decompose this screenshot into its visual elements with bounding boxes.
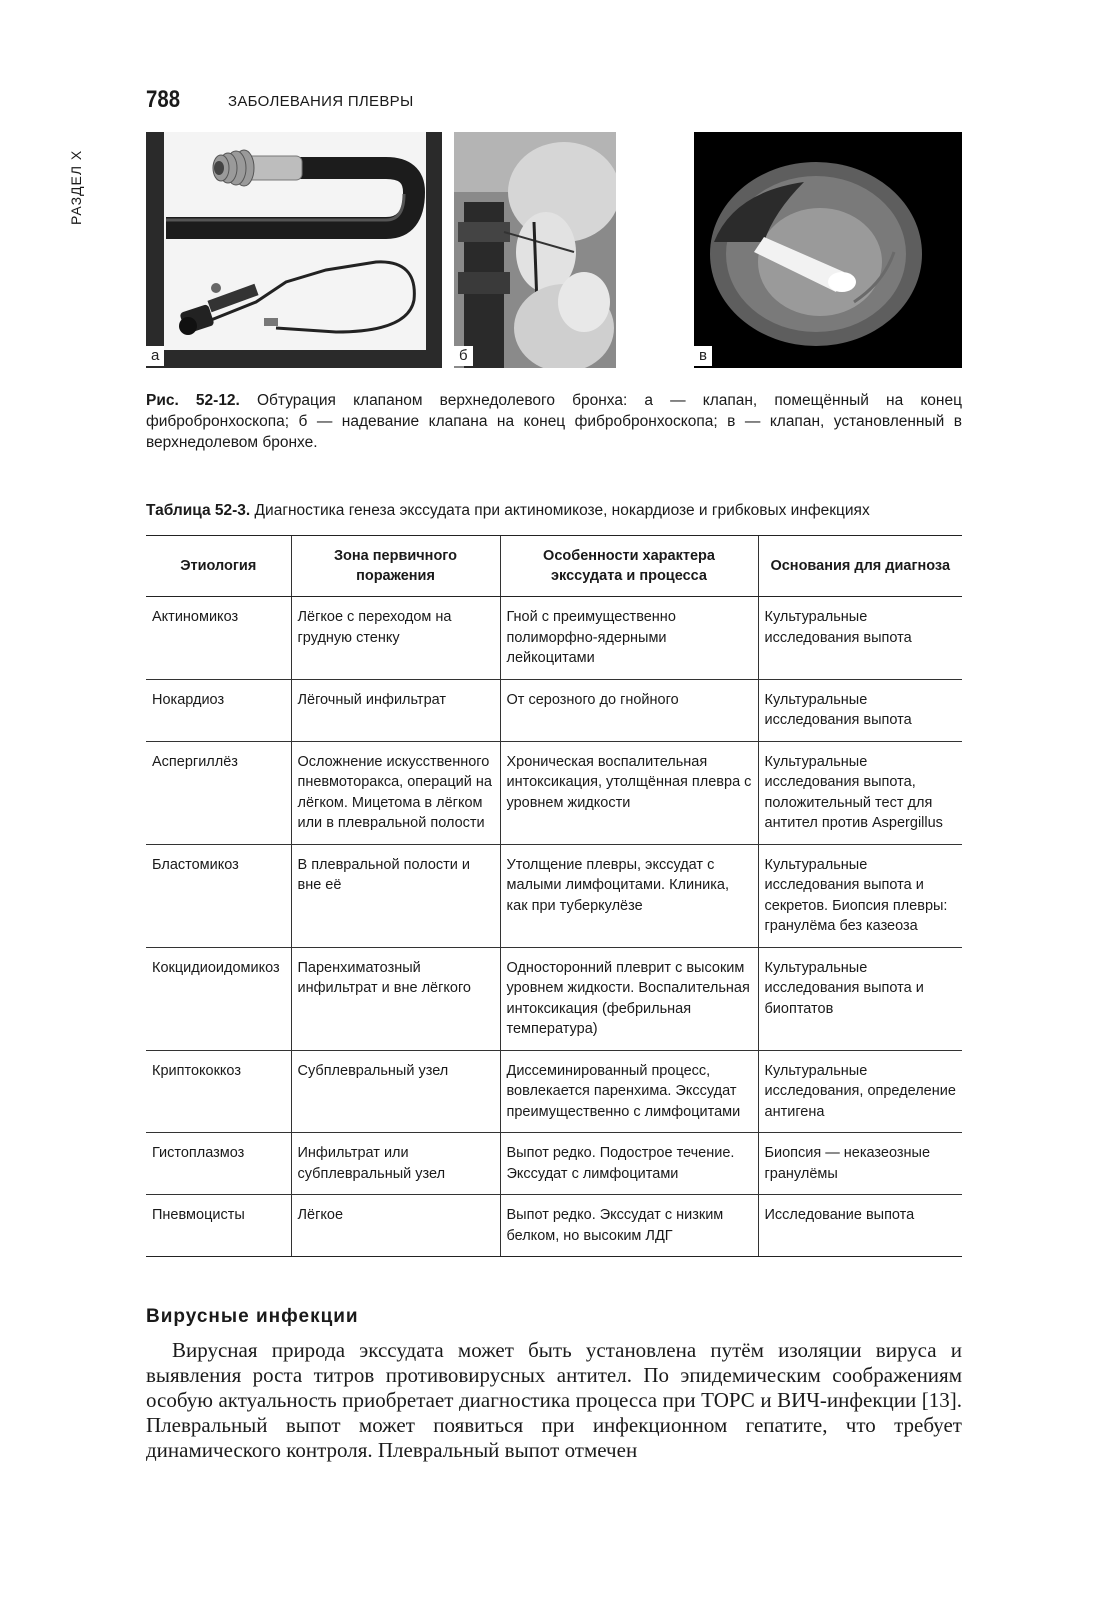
cell-etiology: Нокардиоз (146, 679, 291, 741)
cell-diagnosis-basis: Культуральные исследования выпота и секретов. Биопсия плевры: гранулёма без казеоза (758, 844, 962, 947)
table-row (146, 844, 962, 947)
table-title-text: Диагностика генеза экссудата при актиномикозе, нокардиозе и грибковых инфекциях (250, 502, 870, 519)
cell-primary-zone: В плевральной полости и вне её (291, 844, 500, 947)
cell-exudate-features: Выпот редко. Подострое течение. Экссудат с лимфоцитами (500, 1133, 758, 1195)
section-heading: Вирусные инфекции (146, 1306, 359, 1327)
table-header-row (146, 536, 962, 597)
table-row (146, 1050, 962, 1133)
figure-panel-c (694, 132, 962, 368)
table-row (146, 1195, 962, 1257)
header-etiology: Этиология (146, 536, 291, 597)
header-primary-zone: Зона первичного поражения (291, 536, 500, 597)
cell-diagnosis-basis: Культуральные исследования, определение антигена (758, 1050, 962, 1133)
table-row (146, 1133, 962, 1195)
figure-caption-text: Обтурация клапаном верхнедолевого бронха: а — клапан, помещённый на конец фибробронхоскопа; б — надевание клапана на конец фибробронхоскопа; в — клапан, установленный в верхнедолевом бронхе. (146, 392, 962, 451)
body-paragraph: Вирусная природа экссудата может быть установлена путём изоляции вируса и выявления роста титров противовирусных антител. По эпидемическим соображениям особую актуальность приобретает диагностика процесса при ТОРС и ВИЧ-инфекции [13]. Плевральный выпот может появиться при инфекционном гепатите, что требует динамического контроля. Плевральный выпот отмечен (146, 1338, 962, 1462)
cell-primary-zone: Осложнение искусственного пневмоторакса, операций на лёгком. Мицетома в лёгком или в плевральной полости (291, 741, 500, 844)
cell-etiology: Актиномикоз (146, 597, 291, 680)
cell-primary-zone: Паренхиматозный инфильтрат и вне лёгкого (291, 947, 500, 1050)
section-side-label: РАЗДЕЛ X (68, 149, 84, 225)
valve-bronchoscope-image (146, 132, 442, 368)
panel-letter-c: в (694, 346, 712, 366)
diagnosis-table (146, 535, 962, 1257)
figure-caption-label: Рис. 52-12. (146, 392, 240, 409)
cell-primary-zone: Лёгкое с переходом на грудную стенку (291, 597, 500, 680)
cell-diagnosis-basis: Культуральные исследования выпота, положительный тест для антител против Aspergillus (758, 741, 962, 844)
figure-52-12 (146, 132, 962, 368)
cell-etiology: Бластомикоз (146, 844, 291, 947)
cell-diagnosis-basis: Культуральные исследования выпота и биоптатов (758, 947, 962, 1050)
cell-exudate-features: Хроническая воспалительная интоксикация, утолщённая плевра с уровнем жидкости (500, 741, 758, 844)
table-title (146, 500, 962, 521)
cell-primary-zone: Лёгкое (291, 1195, 500, 1257)
cell-etiology: Криптококкоз (146, 1050, 291, 1133)
cell-etiology: Гистоплазмоз (146, 1133, 291, 1195)
cell-diagnosis-basis: Культуральные исследования выпота (758, 679, 962, 741)
cell-diagnosis-basis: Культуральные исследования выпота (758, 597, 962, 680)
figure-panel-a (146, 132, 442, 368)
cell-etiology: Аспергиллёз (146, 741, 291, 844)
cell-exudate-features: Выпот редко. Экссудат с низким белком, но высоким ЛДГ (500, 1195, 758, 1257)
cell-primary-zone: Лёгочный инфильтрат (291, 679, 500, 741)
cell-diagnosis-basis: Биопсия — неказеозные гранулёмы (758, 1133, 962, 1195)
table-title-label: Таблица 52-3. (146, 502, 251, 519)
cell-exudate-features: Гной с преимущественно полиморфно-ядерными лейкоцитами (500, 597, 758, 680)
cell-exudate-features: Утолщение плевры, экссудат с малыми лимфоцитами. Клиника, как при туберкулёзе (500, 844, 758, 947)
panel-letter-a: а (146, 346, 164, 366)
panel-letter-b: б (454, 346, 473, 366)
cell-etiology: Пневмоцисты (146, 1195, 291, 1257)
figure-caption (146, 390, 962, 453)
running-head: ЗАБОЛЕВАНИЯ ПЛЕВРЫ (228, 93, 414, 110)
table-row (146, 679, 962, 741)
header-exudate-features: Особенности характера экссудата и процесса (500, 536, 758, 597)
cell-diagnosis-basis: Исследование выпота (758, 1195, 962, 1257)
table-row (146, 947, 962, 1050)
cell-primary-zone: Субплевральный узел (291, 1050, 500, 1133)
page-number: 788 (146, 86, 181, 113)
cell-exudate-features: Диссеминированный процесс, вовлекается паренхима. Экссудат преимущественно с лимфоцитами (500, 1050, 758, 1133)
header-diagnosis-basis: Основания для диагноза (758, 536, 962, 597)
cell-exudate-features: От серозного до гнойного (500, 679, 758, 741)
table-row (146, 597, 962, 680)
cell-etiology: Кокцидиоидомикоз (146, 947, 291, 1050)
figure-panel-b (454, 132, 616, 368)
cell-primary-zone: Инфильтрат или субплевральный узел (291, 1133, 500, 1195)
valve-fitting-photo (454, 132, 616, 368)
endoscopic-view-image (694, 132, 962, 368)
cell-exudate-features: Односторонний плеврит с высоким уровнем жидкости. Воспалительная интоксикация (фебрильная температура) (500, 947, 758, 1050)
table-row (146, 741, 962, 844)
